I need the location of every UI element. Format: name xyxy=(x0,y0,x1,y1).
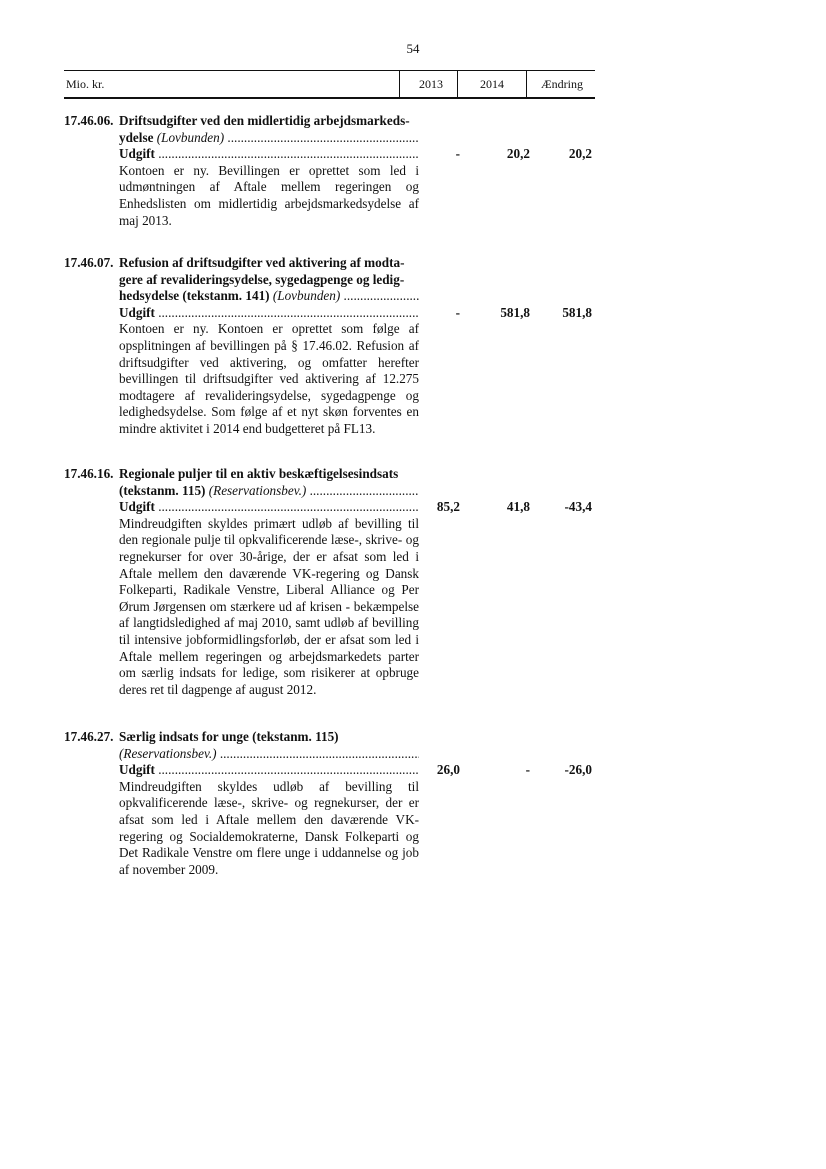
value-change: 581,8 xyxy=(562,305,592,320)
entry-title-line: Driftsudgifter ved den midlertidig arbejdsmarkeds- xyxy=(119,113,410,128)
entry-title-line: Regionale puljer til en aktiv beskæftigelsesindsats xyxy=(119,466,399,481)
value-2013: - xyxy=(455,305,460,320)
entry-body xyxy=(119,729,419,878)
table-header xyxy=(64,70,595,98)
expense-label: Udgift ..... xyxy=(119,146,419,163)
entry-body xyxy=(119,255,419,438)
value-change: -43,4 xyxy=(564,499,592,514)
entry-title-line: gere af revalideringsydelse, sygedagpenge og ledig- xyxy=(119,271,405,287)
entry-title-line: Refusion af driftsudgifter ved aktivering af modta- xyxy=(119,255,405,270)
value-change: 20,2 xyxy=(568,146,592,161)
entry-description: Mindreudgiften skyldes primært udløb af bevilling til den regionale pulje til opkvalificerende læse-, skrive- og regnekurser for over 30-årige, der er afsat som led i Aftale mellem den daværende VK-regering og Dansk Folkeparti, Radikale Venstre, Liberal Alliance og Per Ørum Jørgensen om stærkere ud af krisen - bekæmpelse af langtidsledighed af maj 2010, samt udløb af bevilling til intensive jobformidlingsforløb, der er afsat som led i Aftale mellem regeringen og arbejdsmarkedets parter om særlig indsats for ledige, som risikerer at opbruge deres ret til dagpenge af august 2012. xyxy=(119,515,419,697)
column-2014-header: 2014 xyxy=(480,77,504,91)
entry-title-line xyxy=(119,288,419,305)
entry-legal-status: (Lovbunden) xyxy=(272,288,341,304)
value-2014: 581,8 xyxy=(500,305,530,320)
header-divider xyxy=(399,70,400,98)
header-top-rule xyxy=(64,70,595,71)
value-2013: 85,2 xyxy=(436,499,460,514)
column-2013-header: 2013 xyxy=(419,77,443,91)
entry-legal-status: (Reservationsbev.) xyxy=(119,745,217,761)
entry-title-text: hedsydelse (tekstanm. 141) xyxy=(119,288,270,304)
entry-title-line xyxy=(119,130,419,147)
entry-body xyxy=(119,466,419,698)
entry-title-text: (tekstanm. 115) xyxy=(119,482,206,498)
account-code: 17.46.27. xyxy=(64,729,114,744)
entry-title-text: ydelse xyxy=(119,129,154,145)
entry-legal-status: (Reservationsbev.) xyxy=(208,482,307,498)
unit-label: Mio. kr. xyxy=(66,77,105,91)
entry-description: Kontoen er ny. Kontoen er oprettet som følge af opsplitningen af bevillingen på § 17.46.02. Refusion af driftsudgifter ved aktivering, og omfatter herefter bevillingen til driftsudgifter ved aktivering af 12.275 modtagere af revalideringsydelse, sygedagpenge og ledighedsydelse. Som følge af et nyt skøn forventes en mindre aktivitet i 2014 end budgetteret på FL13. xyxy=(119,321,419,436)
header-bottom-rule xyxy=(64,97,595,99)
header-divider xyxy=(457,70,458,98)
entry-title-line: Særlig indsats for unge (tekstanm. 115) xyxy=(119,729,339,744)
expense-label: Udgift ..... xyxy=(119,305,419,322)
value-change: -26,0 xyxy=(564,762,592,777)
entry-description: Kontoen er ny. Bevillingen er oprettet som led i udmøntningen af Aftale mellem regeringen og Enhedslisten om midlertidig arbejdsmarkedsydelse af maj 2013. xyxy=(119,162,419,228)
header-divider xyxy=(526,70,527,98)
value-2014: 20,2 xyxy=(506,146,530,161)
entry-title-line xyxy=(119,483,419,500)
entry-description: Mindreudgiften skyldes udløb af bevilling til opkvalificerende læse-, skrive- og regnekurser, der er afsat som led i Aftale mellem den daværende VK-regering og Socialdemokraterne, Dansk Folkeparti og Det Radikale Venstre om flere unge i uddannelse og job af november 2009. xyxy=(119,778,419,877)
value-2014: - xyxy=(525,762,530,777)
value-2014: 41,8 xyxy=(506,499,530,514)
expense-label: Udgift ..... xyxy=(119,762,419,779)
account-code: 17.46.06. xyxy=(64,113,114,128)
account-code: 17.46.16. xyxy=(64,466,114,481)
entry-title-line xyxy=(119,746,419,763)
entry-body xyxy=(119,113,419,229)
entry-legal-status: (Lovbunden) xyxy=(156,129,225,145)
value-2013: 26,0 xyxy=(436,762,460,777)
account-code: 17.46.07. xyxy=(64,255,114,270)
page-number: 54 xyxy=(406,41,420,56)
column-change-header: Ændring xyxy=(541,77,583,91)
value-2013: - xyxy=(455,146,460,161)
expense-label: Udgift ..... xyxy=(119,499,419,516)
